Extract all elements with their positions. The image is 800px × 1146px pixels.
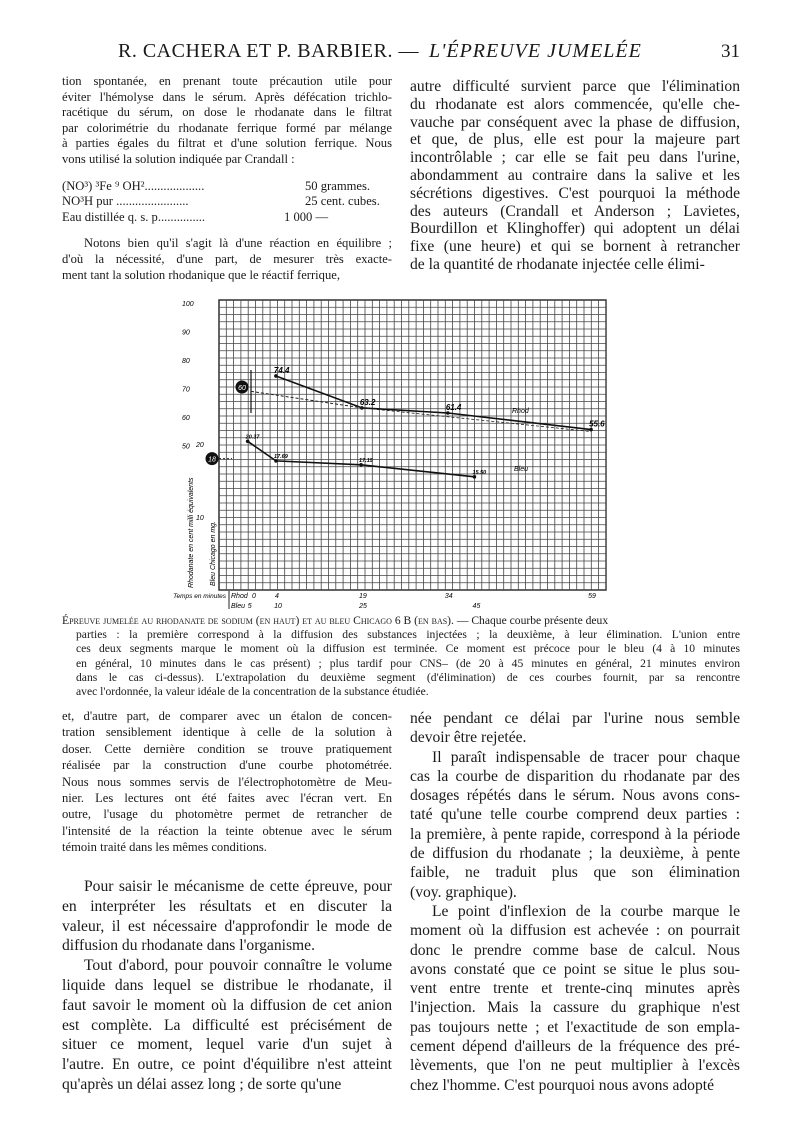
text-line: nier. Les lectures ont été faites avec l'écran vert. En (62, 790, 392, 805)
text-line: Tout d'abord, pour pouvoir connaître le volume (84, 957, 392, 975)
text-line: réalisée par la construction d'une courbe photométrée. (62, 758, 392, 773)
text-line: vauche par conséquent avec la phase de diffusion, (410, 113, 740, 131)
text-line: en général, 10 minutes dans le cas présent) ; plus tardif pour CNS– (de 20 à 45 minutes en général, 21 minutes environ (76, 656, 740, 670)
recipe-item: NO³H pur ....................... (62, 194, 189, 209)
text-line: dans le cas ci-dessus). L'extrapolation du deuxième segment (d'élimination) de ces courbes fournit, par sa rencontre (76, 670, 740, 684)
text-line: par colorimétrie du rhodanate ferrique formé par mélange (62, 120, 392, 135)
y-tick-label: 70 (182, 386, 190, 394)
recipe-item: (NO³) ³Fe ⁹ OH²................... (62, 178, 205, 193)
text-line: éviter l'hémolyse dans le sérum. Après défécation trichlo- (62, 89, 392, 104)
text-line: en interpréter les résultats et en discuter la (62, 897, 392, 915)
text-line: la première, à pente rapide, correspond à la période (410, 825, 740, 843)
text-line: qu'après un délai assez long ; de sorte qu'une (62, 1075, 342, 1093)
text-line: de la quantité de rhodanate injectée celle élimi- (410, 255, 705, 273)
text-line: Le point d'inflexion de la courbe marque le (432, 902, 740, 920)
series-line-rhod (276, 376, 591, 430)
text-line: incontrôlable ; car elle se fait peu dans l'urine, (410, 149, 740, 167)
text-line: Notons bien qu'il s'agit là d'une réaction en équilibre ; (84, 236, 392, 251)
text-line: dosages répétés dans le sérum. Nous avons cons- (410, 787, 740, 805)
text-line: est complète. La difficulté est précisément de (62, 1016, 392, 1034)
text-line: (voy. graphique). (410, 883, 517, 901)
paragraph (410, 748, 740, 902)
text-line: outre, l'usage du photomètre permet de retrancher de (62, 807, 392, 822)
text-line: tration sensiblement identique à celle de la solution à (62, 725, 392, 740)
header-title: L'ÉPREUVE JUMELÉE (428, 40, 642, 62)
data-label: 20.37 (245, 434, 260, 441)
y2-axis-title: Bleu Chicago en mg. (210, 521, 217, 586)
caption-body (62, 628, 740, 699)
text-line: tion spontanée, en prenant toute précaution utile pour (62, 74, 392, 88)
extrapolated-value-bleu: 18 (208, 456, 216, 464)
series-label-rhod: Rhod (512, 408, 529, 415)
paragraph (62, 877, 392, 956)
left-bottom-column-body (62, 877, 392, 1095)
text-line: valeur, il est nécessaire d'approfondir le mode de (62, 917, 392, 935)
text-line: abondamment au contraire dans la salive et les (410, 166, 740, 184)
text-line: donc le prendre comme base de calcul. Nous (410, 941, 740, 959)
x-tick-label-bleu: 10 (274, 603, 282, 610)
x-tick-label-rhod: 0 (252, 593, 256, 600)
text-line: des auteurs (Crandall et Anderson ; Lavietes, (410, 202, 740, 220)
chart-grid (219, 300, 606, 590)
text-line: moment où la diffusion est achevée : on pourrait (410, 922, 740, 940)
x-tick-label-rhod: 19 (358, 593, 367, 600)
y-tick-label: 100 (182, 301, 194, 308)
data-label: 61.4 (445, 403, 462, 413)
data-label: 63.2 (359, 397, 376, 407)
text-line: l'intensité de la réaction la teinte obtenue avec le sérum (62, 823, 392, 838)
header-authors: R. CACHERA ET P. BARBIER. — (118, 40, 419, 62)
y-tick-label: 60 (182, 415, 190, 422)
data-label: 17.15 (359, 457, 373, 464)
text-line: Nous nous sommes servis de l'électrophotomètre de Meu- (62, 774, 392, 789)
text-line: Bourdillon et Klinghoffer) qui adoptent un délai (410, 220, 740, 238)
text-line: avons constaté que ce point se situe le plus sou- (410, 960, 740, 978)
right-bottom-column (410, 709, 740, 1095)
x-row-label-bleu: Bleu (231, 603, 246, 610)
y-axis-title: Rhodanate en cent milli équivalents (188, 477, 195, 588)
text-line: taté qu'une telle courbe comprend deux parties : (410, 806, 740, 824)
paragraph (62, 956, 392, 1095)
recipe-item: Eau distillée q. s. p............... (62, 209, 206, 224)
recipe-quantity: 1 000 — (284, 209, 329, 224)
series-label-bleu: Bleu (514, 466, 529, 473)
text-line: faut savoir le moment où la diffusion de cet anion (62, 996, 392, 1014)
x-tick-label-rhod: 34 (444, 593, 453, 600)
text-line: d'où la nécessité, d'une part, de mesurer très exacte- (62, 251, 392, 266)
text-line: pas toujours nette ; et l'exactitude de son empla- (410, 1018, 740, 1036)
text-line: témoin traité dans les mêmes conditions. (62, 840, 267, 855)
text-line: cas la courbe de disparition du rhodanate par des (410, 767, 740, 785)
text-line: l'autre. En outre, ce point d'équilibre n'est atteint (62, 1056, 392, 1074)
left-bottom-column (62, 708, 392, 856)
caption-first-rest: — Chaque courbe présente deux (453, 614, 609, 627)
figure-caption (62, 614, 740, 699)
recipe-quantity: 50 grammes. (305, 178, 371, 193)
extrapolation-line-rhod-2 (362, 408, 591, 432)
x-row-label-rhod: Rhod (231, 593, 248, 600)
text-line: Il paraît indispensable de tracer pour chaque (432, 748, 740, 766)
text-line: ment tant la solution rhodanique que le réactif ferrique, (62, 267, 341, 282)
data-label: 17.69 (274, 453, 288, 460)
text-line: vons utilisé la solution indiquée par Crandall : (62, 151, 295, 166)
text-line: sécrétions digestives. C'est pourquoi la méthode (410, 184, 740, 202)
recipe-quantity: 25 cent. cubes. (305, 194, 380, 209)
paragraph (410, 902, 740, 1095)
text-line: liquide dans lequel se distribue le rhodanate, il (62, 976, 392, 994)
x-tick-label-bleu: 5 (247, 603, 252, 610)
text-line: autre difficulté survient parce que l'élimination (410, 78, 740, 95)
text-line: chez l'homme. C'est pourquoi nous avons adopté (410, 1076, 715, 1094)
text-line: parties : la première correspond à la diffusion des substances injectées ; la deuxième, à leur élimination. L'union entre (76, 628, 740, 642)
x-tick-label-rhod: 4 (274, 593, 279, 600)
text-line: ces deux segments marque le moment où la diffusion est terminée. Ce moment est précoce pour le bleu (4 à 10 minutes (76, 642, 740, 656)
text-line: et, d'autre part, de comparer avec un étalon de concen- (62, 709, 392, 723)
data-label: 74.4 (273, 365, 290, 375)
text-line: vent entre trente et trente-cinq minutes après (410, 980, 740, 998)
page-number: 31 (721, 41, 740, 62)
x-tick-label-bleu: 45 (472, 603, 481, 610)
x-axis-title: Temps en minutes (173, 593, 226, 600)
text-line: faible, ne traduit plus que son élimination (410, 864, 740, 882)
extrapolated-value-rhod: 60 (238, 385, 246, 392)
text-line: racétique du sérum, on dose le rhodanate dans le filtrat (62, 105, 392, 120)
y2-tick-label: 20 (196, 442, 204, 449)
text-line: diffusion du rhodanate dans l'organisme. (62, 937, 315, 955)
paragraph (62, 708, 392, 856)
text-line: avec l'ordonnée, la valeur idéale de la concentration de la substance étudiée. (76, 684, 429, 698)
text-line: née pendant ce délai par l'urine nous semble (410, 710, 740, 727)
caption-line (62, 614, 740, 628)
y-tick-label: 80 (182, 358, 190, 365)
text-line: du rhodanate est alors commencée, qu'elle che- (410, 95, 740, 113)
text-line: de diffusion du rhodanate ; la deuxième, à pente (410, 845, 740, 863)
text-line: lèvements, que l'on ne peut multiplier à l'excès (410, 1057, 740, 1075)
y-tick-label: 90 (182, 329, 190, 337)
caption-lead: Épreuve jumelée au rhodanate de sodium (en haut) et au bleu Chicago 6 B (en bas). (62, 614, 454, 627)
text-line: à parties égales du filtrat et d'une solution ferrique. Nous (62, 136, 392, 151)
paragraph (410, 709, 740, 748)
x-tick-label-rhod: 59 (588, 593, 596, 600)
y-tick-label: 50 (182, 443, 190, 451)
text-line: Pour saisir le mécanisme de cette épreuve, pour (84, 878, 392, 895)
y2-tick-label: 10 (196, 515, 204, 522)
text-line: cement dépend d'ailleurs de la fréquence des pré- (410, 1038, 740, 1056)
text-line: fixe (une heure) et qui se bornent à retrancher (410, 238, 740, 256)
text-line: situer ce moment, lequel varie d'un sujet à (62, 1036, 392, 1054)
text-line: doser. Cette dernière condition se trouve pratiquement (62, 741, 392, 756)
text-line: l'injection. Mais la cassure du graphique n'est (410, 999, 740, 1017)
text-line: devoir être rejetée. (410, 729, 527, 747)
x-tick-label-bleu: 25 (359, 603, 367, 610)
text-line: et que, de plus, elle est pour la majeure part (410, 131, 740, 149)
data-label: 55.6 (589, 419, 605, 429)
data-label: 15.50 (472, 469, 487, 476)
